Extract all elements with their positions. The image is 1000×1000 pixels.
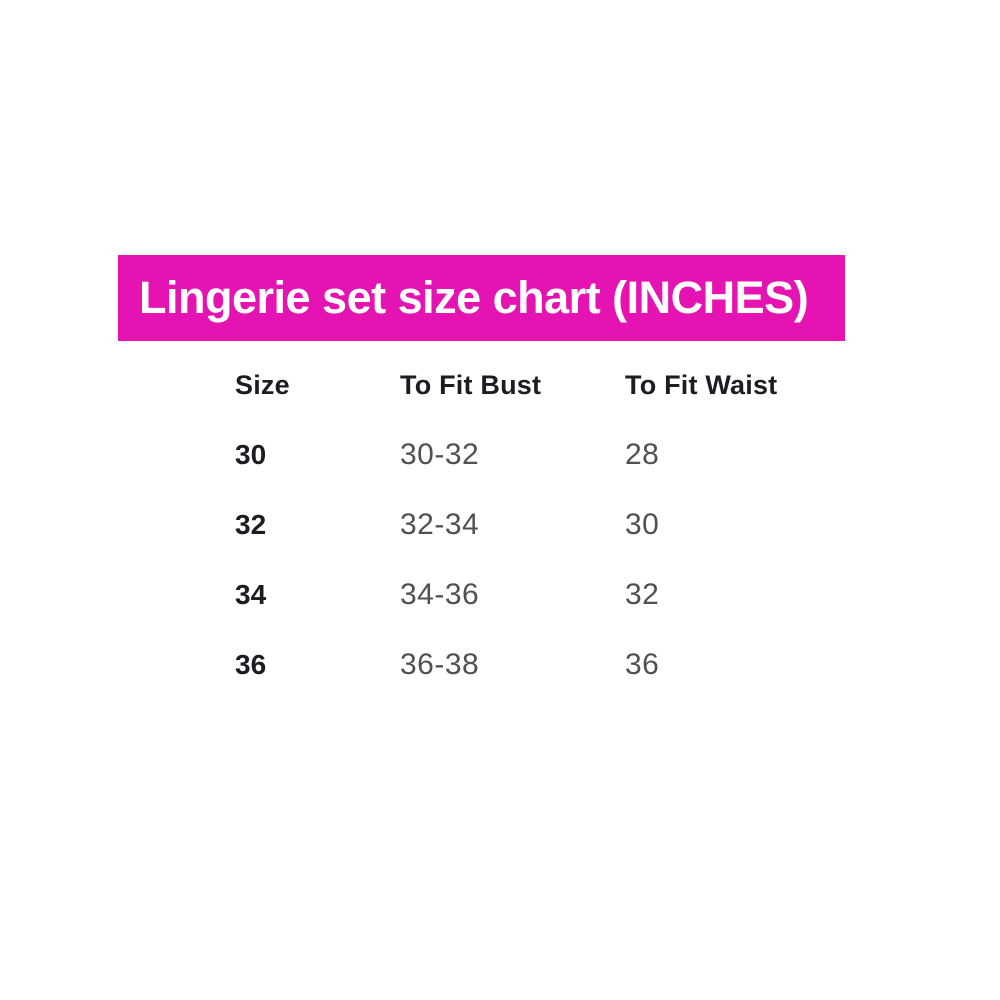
title-banner xyxy=(118,255,845,341)
size-value: 36 xyxy=(235,649,267,680)
bust-value: 36-38 xyxy=(400,648,480,681)
waist-value: 30 xyxy=(625,508,660,541)
bust-value: 34-36 xyxy=(400,578,480,611)
size-value: 30 xyxy=(235,439,267,470)
waist-value: 32 xyxy=(625,578,660,611)
waist-value: 28 xyxy=(625,438,660,471)
page-title: Lingerie set size chart (INCHES) xyxy=(139,272,809,323)
table-header-row xyxy=(235,350,825,420)
size-value: 32 xyxy=(235,509,267,540)
table-row xyxy=(235,630,825,700)
bust-value: 32-34 xyxy=(400,508,480,541)
table-row xyxy=(235,560,825,630)
size-value: 34 xyxy=(235,579,267,610)
column-header-to-fit-bust: To Fit Bust xyxy=(400,369,542,400)
column-header-size: Size xyxy=(235,369,290,400)
table-row xyxy=(235,420,825,490)
bust-value: 30-32 xyxy=(400,438,480,471)
column-header-to-fit-waist: To Fit Waist xyxy=(625,369,778,400)
size-chart-table xyxy=(235,350,825,700)
table-row xyxy=(235,490,825,560)
waist-value: 36 xyxy=(625,648,660,681)
